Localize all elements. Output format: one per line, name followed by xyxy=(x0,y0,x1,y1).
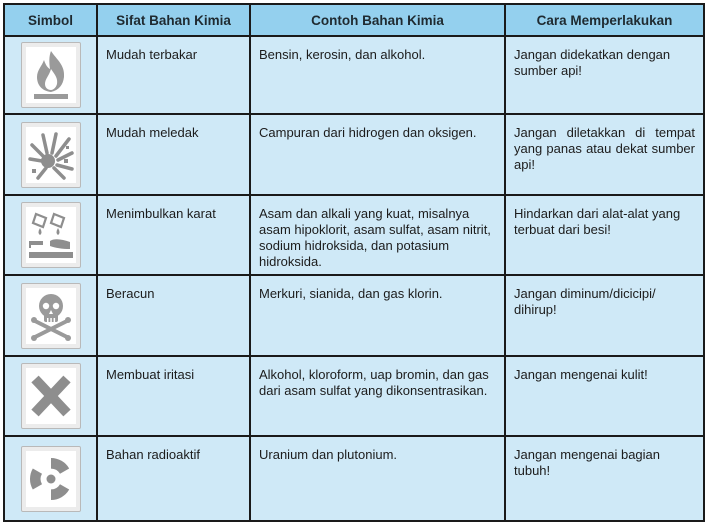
symbol-cell xyxy=(4,356,97,436)
handling-cell: Jangan diletakkan di tempat yang panas atau dekat sumber api! xyxy=(505,114,704,194)
handling-cell: Jangan mengenai kulit! xyxy=(505,356,704,436)
table-header-row xyxy=(4,4,704,36)
example-cell: Bensin, kerosin, dan alkohol. xyxy=(250,36,505,114)
header-handling: Cara Memperlakukan xyxy=(505,4,704,36)
explosion-icon xyxy=(21,122,81,188)
table-row xyxy=(4,275,704,355)
symbol-cell xyxy=(4,195,97,275)
symbol-cell xyxy=(4,275,97,355)
skull-crossbones-icon xyxy=(21,283,81,349)
example-cell: Uranium dan plutonium. xyxy=(250,436,505,521)
header-symbol: Simbol xyxy=(4,4,97,36)
irritant-cross-icon xyxy=(21,363,81,429)
symbol-cell xyxy=(4,114,97,194)
table-row xyxy=(4,356,704,436)
table-row xyxy=(4,114,704,194)
handling-cell: Hindarkan dari alat-alat yang terbuat dari besi! xyxy=(505,195,704,275)
header-property: Sifat Bahan Kimia xyxy=(97,4,250,36)
property-cell: Bahan radioaktif xyxy=(97,436,250,521)
example-cell: Campuran dari hidrogen dan oksigen. xyxy=(250,114,505,194)
handling-cell: Jangan diminum/dicicipi/ dihirup! xyxy=(505,275,704,355)
radioactive-icon xyxy=(21,446,81,512)
corrosive-icon xyxy=(21,202,81,268)
property-cell: Mudah meledak xyxy=(97,114,250,194)
property-cell: Menimbulkan karat xyxy=(97,195,250,275)
example-cell: Alkohol, kloroform, uap bromin, dan gas dari asam sulfat yang dikonsentrasikan. xyxy=(250,356,505,436)
flame-icon xyxy=(21,42,81,108)
hazard-symbols-table xyxy=(3,3,705,522)
property-cell: Mudah terbakar xyxy=(97,36,250,114)
symbol-cell xyxy=(4,436,97,521)
handling-cell: Jangan mengenai bagian tubuh! xyxy=(505,436,704,521)
property-cell: Membuat iritasi xyxy=(97,356,250,436)
table-row xyxy=(4,36,704,114)
table-row xyxy=(4,195,704,275)
header-example: Contoh Bahan Kimia xyxy=(250,4,505,36)
table-row xyxy=(4,436,704,521)
property-cell: Beracun xyxy=(97,275,250,355)
example-cell: Asam dan alkali yang kuat, misalnya asam hipoklorit, asam sulfat, asam nitrit, sodium hidroksida, dan potasium hidroksida. xyxy=(250,195,505,275)
example-cell: Merkuri, sianida, dan gas klorin. xyxy=(250,275,505,355)
handling-cell: Jangan didekatkan dengan sumber api! xyxy=(505,36,704,114)
symbol-cell xyxy=(4,36,97,114)
